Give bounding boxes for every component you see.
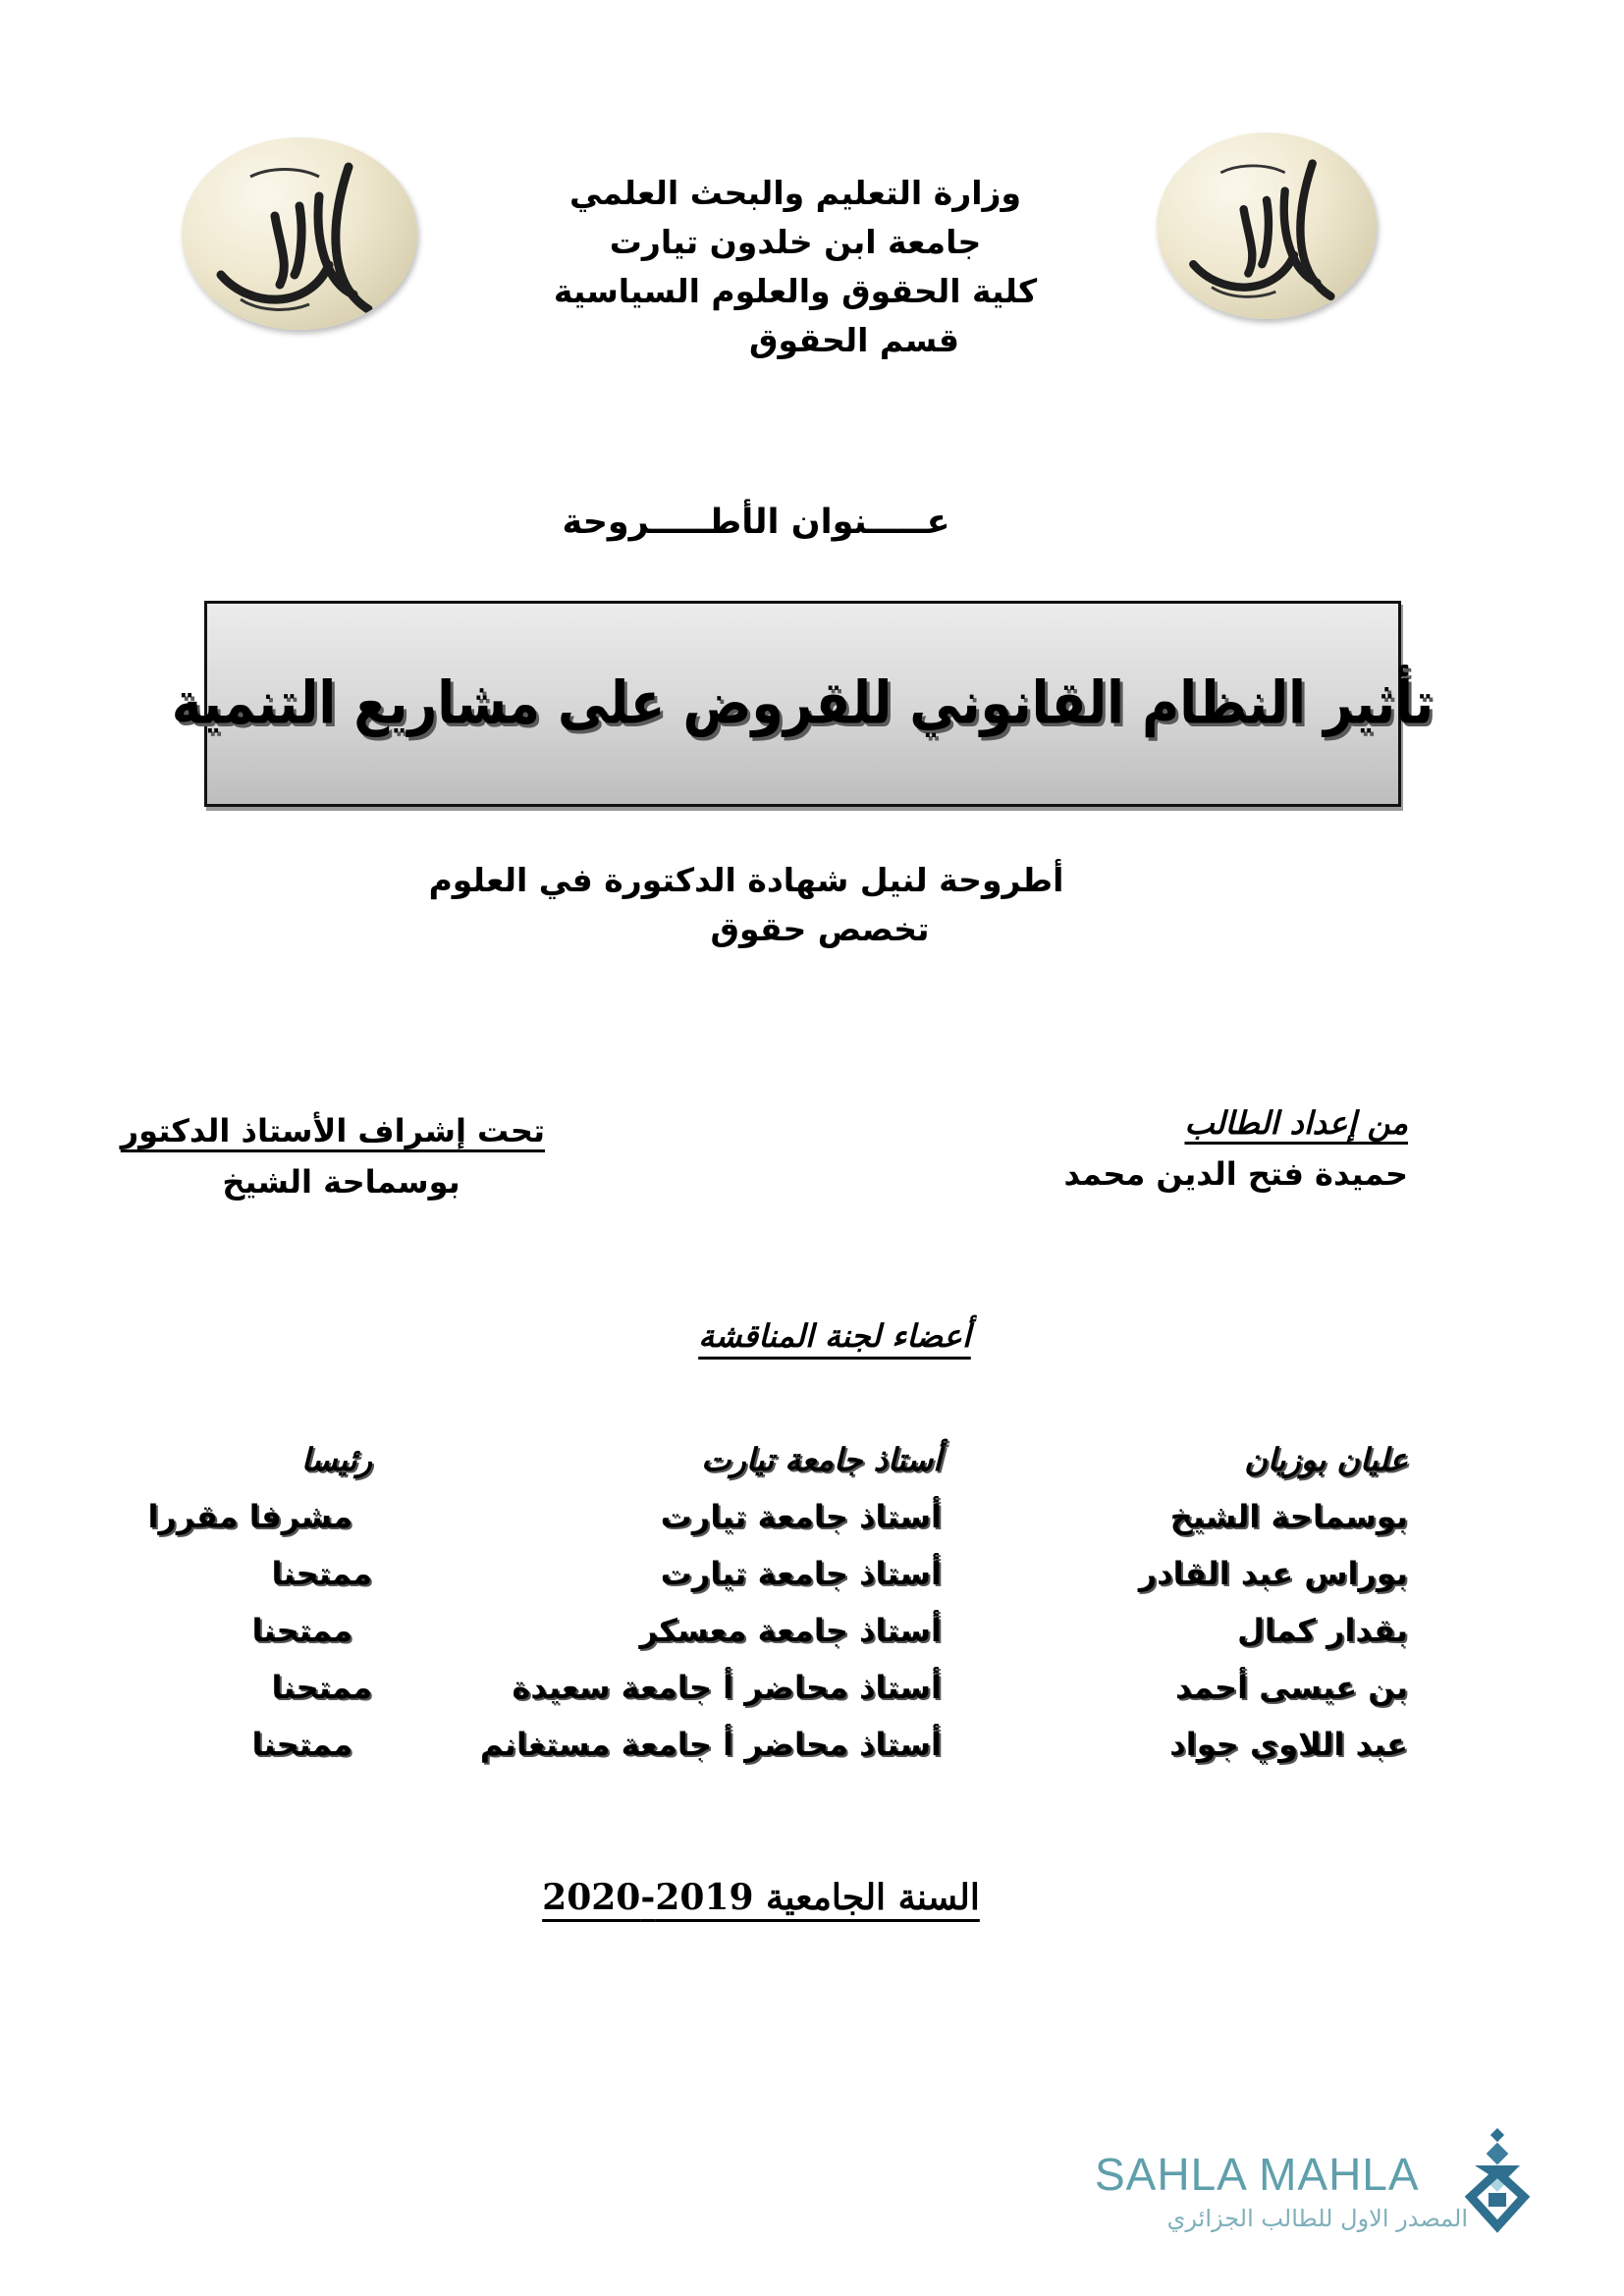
committee-row	[0, 1669, 1624, 1726]
committee-row	[0, 1498, 1624, 1555]
member-name: عبد اللاوي جواد	[1169, 1726, 1408, 1763]
member-affiliation: أستاذ جامعة معسكر	[639, 1612, 942, 1649]
committee-row	[0, 1441, 1624, 1498]
committee-row	[0, 1612, 1624, 1669]
committee-row	[0, 1726, 1624, 1783]
member-role: مشرفا مقررا	[147, 1498, 352, 1535]
member-name: بوسماحة الشيخ	[1169, 1498, 1408, 1535]
student-block	[1063, 1097, 1408, 1200]
student-label: من إعداد الطالب	[1184, 1104, 1408, 1142]
university-seal-left-logo	[182, 137, 417, 330]
member-role: رئيسا	[300, 1441, 372, 1478]
committee-table	[0, 1441, 1624, 1783]
supervisor-label: تحت إشراف الأستاذ الدكتور	[120, 1112, 545, 1149]
committee-row	[0, 1555, 1624, 1612]
member-affiliation: أستاذ محاضر أ جامعة مستغانم	[479, 1726, 942, 1763]
ministry-name: وزارة التعليم والبحث العلمي	[568, 174, 1022, 212]
degree-line: أطروحة لنيل شهادة الدكتورة في العلوم	[428, 861, 1064, 899]
committee-title: أعضاء لجنة المناقشة	[698, 1317, 971, 1355]
supervisor-name: بوسماحة الشيخ	[222, 1163, 460, 1201]
university-seal-right-logo	[1157, 133, 1377, 319]
member-role: ممتحنا	[251, 1726, 352, 1763]
member-affiliation: أستاذ جامعة تيارت	[660, 1555, 942, 1592]
member-name: بقدار كمال	[1237, 1612, 1408, 1649]
member-role: ممتحنا	[271, 1669, 372, 1706]
sahla-mahla-watermark	[1095, 2140, 1478, 2248]
calligraphy-seal-icon	[1157, 133, 1377, 319]
calligraphy-seal-icon	[182, 137, 417, 330]
sahla-mahla-emblem-icon	[1463, 2128, 1542, 2236]
department-name: قسم الحقوق	[749, 321, 959, 359]
member-affiliation: أستاذ جامعة تيارت	[701, 1441, 942, 1478]
thesis-title: تأثير النظام القانوني للقروض على مشاريع التنمية	[171, 669, 1435, 738]
thesis-title-box	[171, 601, 1435, 807]
student-name: حميدة فتح الدين محمد	[1063, 1155, 1408, 1193]
member-name: بن عيسى أحمد	[1175, 1669, 1408, 1706]
faculty-name: كلية الحقوق والعلوم السياسية	[553, 272, 1038, 310]
member-name: بوراس عبد القادر	[1138, 1555, 1408, 1592]
member-name: عليان بوزيان	[1244, 1441, 1408, 1478]
academic-year: السنة الجامعية 2019-2020	[542, 1877, 980, 1918]
supervisor-block	[98, 1105, 545, 1207]
thesis-title-label: عـــــنوان الأطـــــروحة	[562, 503, 950, 542]
university-name: جامعة ابن خلدون تيارت	[609, 223, 982, 261]
watermark-brand: SAHLA MAHLA	[1095, 2149, 1420, 2200]
member-role: ممتحنا	[251, 1612, 352, 1649]
member-affiliation: أستاذ جامعة تيارت	[660, 1498, 942, 1535]
degree-info	[393, 856, 1100, 954]
member-affiliation: أستاذ محاضر أ جامعة سعيدة	[512, 1669, 942, 1706]
institution-header	[530, 169, 1060, 365]
specialty-line: تخصص حقوق	[710, 910, 930, 948]
watermark-tagline: المصدر الاول للطالب الجزائري	[1166, 2205, 1468, 2232]
member-role: ممتحنا	[271, 1555, 372, 1592]
